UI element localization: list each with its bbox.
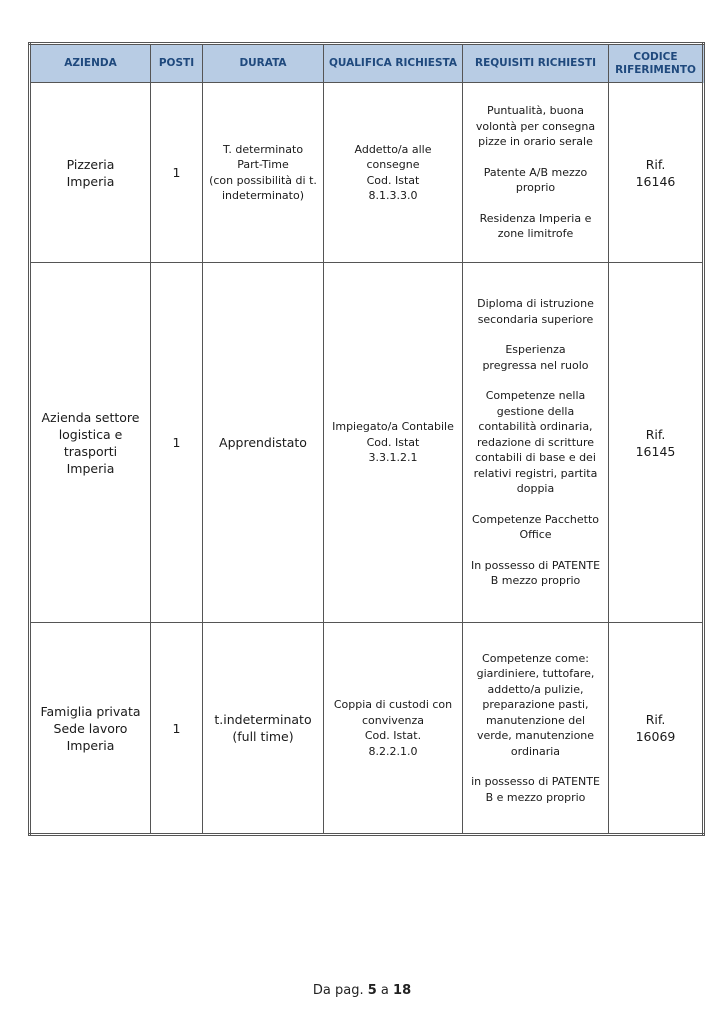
cell-codice-line: Rif. (645, 712, 666, 727)
requisiti-line: zone limitrofe (497, 227, 574, 241)
requisiti-line: Competenze come: (482, 651, 589, 665)
cell-azienda (30, 83, 151, 263)
requisiti-line: Residenza Imperia e (479, 211, 592, 225)
requisiti-line: Competenze nella (485, 389, 586, 403)
requisiti-line: Puntualità, buona (487, 104, 584, 118)
page-footer (0, 983, 724, 998)
cell-qualifica-line: consegne (366, 158, 420, 171)
cell-qualifica-line: Impiegato/a Contabile (332, 420, 454, 434)
requisiti-line: redazione di scritture (476, 435, 595, 449)
cell-durata (203, 623, 324, 835)
cell-durata (203, 83, 324, 263)
cell-durata (203, 263, 324, 623)
cell-qualifica-line: Cod. Istat (366, 435, 420, 449)
cell-durata-line: t.indeterminato (214, 712, 312, 727)
cell-requisiti (463, 623, 609, 835)
requisiti-paragraph (467, 103, 604, 150)
cell-posti: 1 (151, 623, 203, 835)
cell-qualifica-line: Cod. Istat (366, 173, 420, 187)
cell-azienda-line: Imperia (66, 737, 115, 753)
cell-codice (609, 263, 704, 623)
requisiti-line: pizze in orario serale (478, 135, 593, 149)
header-requisiti: REQUISITI RICHIESTI (463, 44, 609, 83)
requisiti-paragraph (467, 296, 604, 327)
cell-durata-line: Apprendistato (219, 435, 307, 450)
requisiti-paragraph (467, 211, 604, 242)
job-offers-table-container (28, 42, 702, 836)
requisiti-line: contabilità ordinaria, (478, 420, 593, 434)
requisiti-line: preparazione pasti, (482, 698, 589, 712)
requisiti-line: B mezzo proprio (490, 574, 581, 588)
cell-azienda-line: trasporti (63, 443, 118, 459)
cell-codice-line: 16145 (635, 443, 676, 459)
cell-qualifica-line: Cod. Istat. (364, 729, 422, 742)
requisiti-line: relativi registri, partita (473, 466, 598, 480)
table-row (30, 263, 704, 623)
cell-durata-line: (con possibilità di t. (209, 173, 317, 187)
requisiti-line: Office (519, 528, 552, 542)
cell-azienda-line: Famiglia privata (40, 703, 141, 719)
requisiti-line: secondaria superiore (477, 312, 594, 326)
requisiti-line: ordinaria (510, 744, 561, 758)
requisiti-paragraph (467, 512, 604, 543)
requisiti-line: Diploma di istruzione (477, 297, 594, 311)
cell-codice-line: Rif. (645, 426, 666, 442)
footer-sep: a (380, 983, 389, 998)
cell-azienda-line: logistica e (58, 426, 123, 442)
table-row (30, 83, 704, 263)
cell-durata-line: indeterminato) (221, 189, 304, 202)
footer-total: 18 (393, 983, 412, 998)
cell-qualifica (324, 623, 463, 835)
cell-azienda-line: Imperia (66, 460, 115, 476)
requisiti-line: contabili di base e dei (475, 451, 596, 465)
requisiti-line: In possesso di PATENTE (470, 558, 601, 572)
cell-azienda (30, 623, 151, 835)
requisiti-line: B e mezzo proprio (485, 790, 586, 804)
cell-qualifica-line: Addetto/a alle (354, 142, 432, 156)
cell-durata-line: (full time) (232, 729, 294, 744)
cell-qualifica-line: Coppia di custodi con (333, 698, 453, 711)
cell-qualifica (324, 263, 463, 623)
footer-prefix: Da pag. (312, 983, 364, 998)
requisiti-line: Competenze Pacchetto (471, 512, 600, 526)
requisiti-line: in possesso di PATENTE (471, 775, 600, 789)
cell-azienda (30, 263, 151, 623)
requisiti-line: Esperienza (505, 343, 566, 357)
cell-durata-line: Part-Time (237, 158, 289, 171)
requisiti-line: volontà per consegna (475, 119, 596, 133)
requisiti-line: Patente A/B mezzo (483, 165, 588, 179)
requisiti-paragraph (467, 558, 604, 589)
header-codice: CODICE RIFERIMENTO (609, 44, 704, 83)
requisiti-paragraph (467, 342, 604, 373)
cell-durata-line: T. determinato (222, 142, 304, 156)
cell-qualifica-line: convivenza (361, 713, 425, 727)
requisiti-line: doppia (516, 482, 555, 496)
cell-azienda-line: Imperia (66, 173, 115, 189)
table-row (30, 623, 704, 835)
cell-qualifica (324, 83, 463, 263)
table-header-row (30, 44, 704, 83)
cell-qualifica-line: 8.1.3.3.0 (368, 189, 418, 202)
footer-page: 5 (367, 983, 377, 998)
cell-posti: 1 (151, 263, 203, 623)
requisiti-line: pregressa nel ruolo (482, 358, 589, 372)
header-qualifica: QUALIFICA RICHIESTA (324, 44, 463, 83)
requisiti-line: verde, manutenzione (476, 729, 595, 743)
requisiti-paragraph (467, 165, 604, 196)
requisiti-line: addetto/a pulizie, (487, 682, 584, 696)
cell-azienda-line: Sede lavoro (53, 720, 128, 736)
requisiti-paragraph (467, 651, 604, 760)
header-azienda: AZIENDA (30, 44, 151, 83)
cell-requisiti (463, 83, 609, 263)
requisiti-paragraph (467, 388, 604, 497)
cell-qualifica-line: 8.2.2.1.0 (368, 744, 418, 758)
requisiti-line: gestione della (496, 404, 575, 418)
requisiti-line: proprio (515, 181, 556, 195)
cell-codice (609, 623, 704, 835)
cell-azienda-line: Pizzeria (66, 156, 115, 172)
cell-codice (609, 83, 704, 263)
cell-codice-line: 16069 (635, 729, 676, 744)
requisiti-line: giardiniere, tuttofare, (476, 667, 595, 681)
cell-qualifica-line: 3.3.1.2.1 (368, 451, 418, 465)
requisiti-paragraph (467, 774, 604, 805)
cell-codice-line: Rif. (645, 156, 666, 172)
job-offers-table (28, 42, 705, 836)
cell-posti: 1 (151, 83, 203, 263)
requisiti-line: manutenzione del (485, 713, 586, 727)
header-durata: DURATA (203, 44, 324, 83)
header-posti: POSTI (151, 44, 203, 83)
cell-codice-line: 16146 (635, 173, 676, 189)
cell-azienda-line: Azienda settore (41, 409, 140, 425)
cell-requisiti (463, 263, 609, 623)
